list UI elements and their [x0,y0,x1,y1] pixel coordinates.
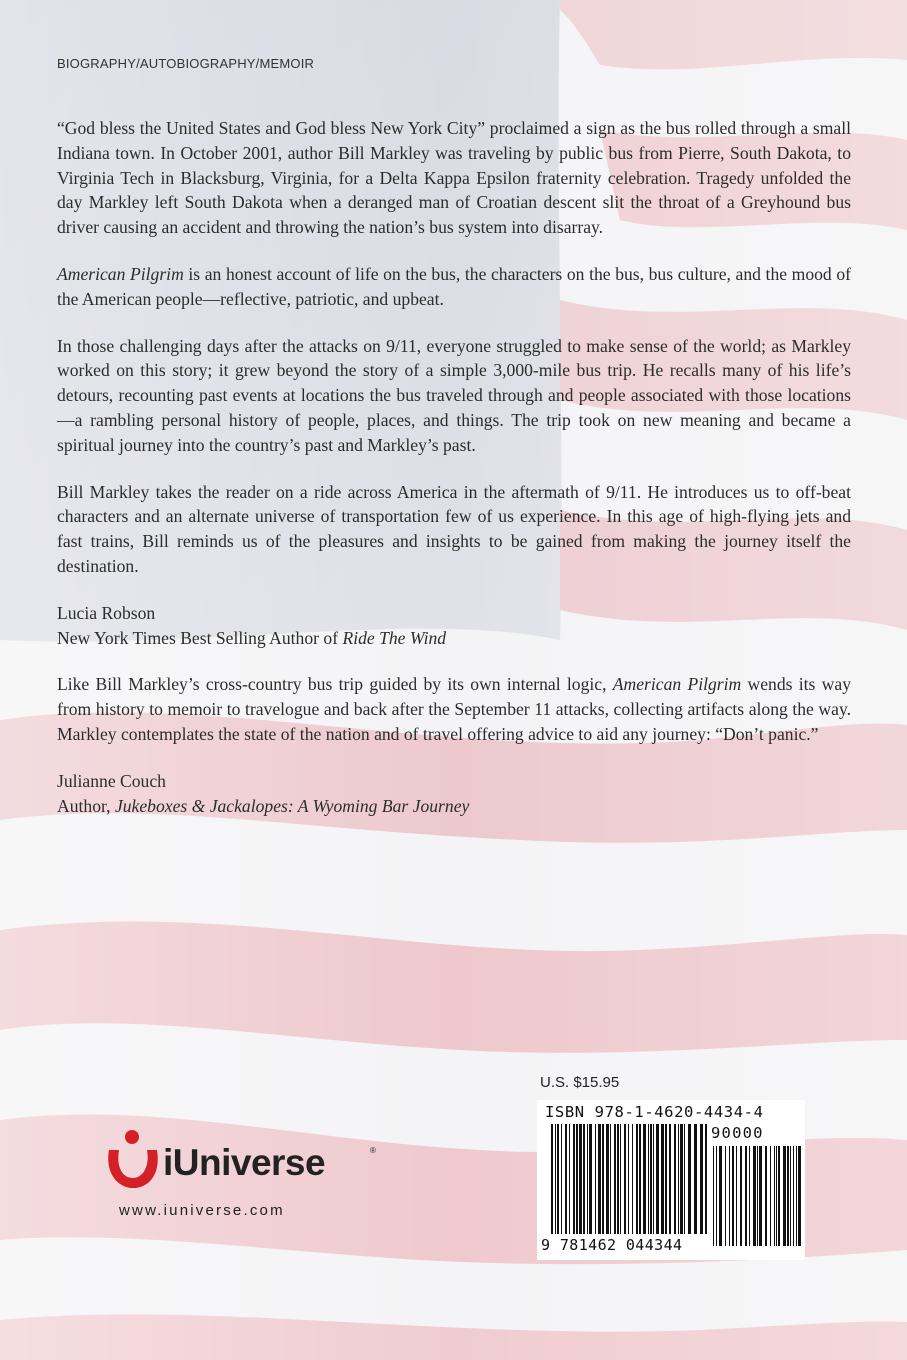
isbn-number: ISBN 978-1-4620-4434-4 [545,1103,764,1121]
barcode-bar [589,1124,592,1234]
price-label: U.S. $15.95 [540,1074,620,1091]
barcode-addon-bar [732,1146,734,1246]
barcode-bar [620,1124,621,1234]
barcode-bar [636,1124,638,1234]
endorser-name: Lucia Robson [57,602,156,623]
barcode-addon-bar [770,1146,771,1246]
barcode-addon-bar [778,1146,780,1246]
barcode-addon-bar [716,1146,717,1246]
endorsement-attribution-2 [57,769,851,819]
barcode-bar [643,1124,646,1234]
barcode-addon-bar [765,1146,767,1246]
barcode-bar [661,1124,664,1234]
endorser-credential: Author, Jukeboxes & Jackalopes: A Wyoming Bar Journey [57,795,470,816]
barcode-bar [694,1124,697,1234]
barcode-addon-bar [740,1146,742,1246]
barcode-bar [648,1124,649,1234]
synopsis-paragraph-3: In those challenging days after the attacks on 9/11, everyone struggled to make sense of the world; as Markley worked on this story; it grew beyond the story of a simple 3,000-mile bus trip. He recalls many of his life’s detours, recounting past events at locations the bus traveled through and people associated with those locations—a rambling personal history of people, places, and things. The trip took on new meaning and became a spiritual journey into the country’s past and Markley’s past. [57,335,851,455]
barcode-addon-bar [736,1146,737,1246]
barcode-addon-bar [719,1146,722,1246]
barcode-bar [561,1124,562,1234]
registered-mark: ® [370,1146,376,1155]
barcode-addon-bar [757,1146,758,1246]
isbn-barcode [537,1100,805,1260]
barcode-bar [665,1124,667,1234]
barcode-bar [669,1124,671,1234]
barcode-bar [579,1124,582,1234]
barcode-bar [587,1124,588,1234]
synopsis-paragraph-2: American Pilgrim is an honest account of life on the bus, the characters on the bus, bus culture, and the mood of the American people—reflective, patriotic, and upbeat. [57,263,851,309]
ean-digits: 9 781462 044344 [541,1236,683,1254]
barcode-bar [583,1124,585,1234]
barcode-addon-bar [725,1146,726,1246]
barcode-bar [617,1124,619,1234]
barcode-addon-bar [793,1146,794,1246]
barcode-bar [678,1124,679,1234]
synopsis-paragraph-4: Bill Markley takes the reader on a ride across America in the aftermath of 9/11. He introduces us to off-beat characters and an alternate universe of transportation few of us experience. In this age of high-flying jets and fast trains, Bill reminds us of the pleasures and insights to be gained from making the journey itself the destination. [57,481,851,576]
barcode-bar [557,1124,559,1234]
barcode-bar [624,1124,626,1234]
publisher-logo [103,1128,403,1198]
barcode-addon-bar [796,1146,797,1246]
barcode-bar [639,1124,641,1234]
barcode-addon-bar [798,1146,801,1246]
barcode-bar [653,1124,654,1234]
iuniverse-logo-icon [103,1128,163,1192]
barcode-bar [628,1124,629,1234]
barcode-bar [576,1124,578,1234]
barcode-bar [555,1124,556,1234]
barcode-bar [684,1124,685,1234]
publisher-name: iUniverse [163,1142,326,1183]
barcode-addon-bar [759,1146,762,1246]
barcode-bar [688,1124,691,1234]
barcode-bar [700,1124,703,1234]
barcode-bar [610,1124,611,1234]
endorsement-quote-2: Like Bill Markley’s cross-country bus trip guided by its own internal logic, American Pilgrim wends its way from history to memoir to travelogue and back after the September 11 attacks, collecting artifacts along the way. Markley contemplates the state of the nation and of travel offering advice to aid any journey: “Don’t panic.” [57,674,851,744]
endorser-credential: New York Times Best Selling Author of Ride The Wind [57,627,447,648]
barcode-bar [680,1124,683,1234]
endorser-name: Julianne Couch [57,770,166,791]
synopsis-paragraph-1: “God bless the United States and God bless New York City” proclaimed a sign as the bus rolled through a small Indiana town. In October 2001, author Bill Markley was traveling by public bus from Pierre, South Dakota, to Virginia Tech in Blacksburg, Virginia, for a Delta Kappa Epsilon fraternity celebration. Tragedy unfolded the day Markley left South Dakota when a deranged man of Croatian descent slit the throat of a Greyhound bus driver causing an accident and throwing the nation’s bus system into disarray. [57,118,851,238]
barcode-bar [614,1124,616,1234]
back-cover-copy [57,116,851,840]
barcode-bar [598,1124,601,1234]
barcode-bar [606,1124,609,1234]
barcode-addon-bar [774,1146,775,1246]
barcode-addon-bar [713,1146,714,1246]
barcode-addon-bar [729,1146,730,1246]
barcode-bar [595,1124,596,1234]
barcode-addon-digits: 90000 [711,1124,764,1142]
barcode-bar [565,1124,567,1234]
barcode-addon-bar [790,1146,791,1246]
barcode-addon-bar [745,1146,747,1246]
barcode-bar [674,1124,676,1234]
barcode-addon-bar [753,1146,756,1246]
endorsement-attribution-1 [57,601,851,651]
book-title: American Pilgrim [57,263,184,284]
category-label: BIOGRAPHY/AUTOBIOGRAPHY/MEMOIR [57,56,315,71]
barcode-addon-bar [749,1146,750,1246]
barcode-bar [650,1124,652,1234]
barcode-bar [551,1124,553,1234]
barcode-bar [569,1124,570,1234]
barcode-bar [573,1124,575,1234]
publisher-website: www.iuniverse.com [119,1202,285,1219]
barcode-bar [632,1124,633,1234]
barcode-addon-bar [776,1146,777,1246]
barcode-bar [602,1124,604,1234]
barcode-bar [705,1124,707,1234]
barcode-addon-bar [783,1146,786,1246]
barcode-addon-bar [787,1146,789,1246]
barcode-bar [656,1124,659,1234]
